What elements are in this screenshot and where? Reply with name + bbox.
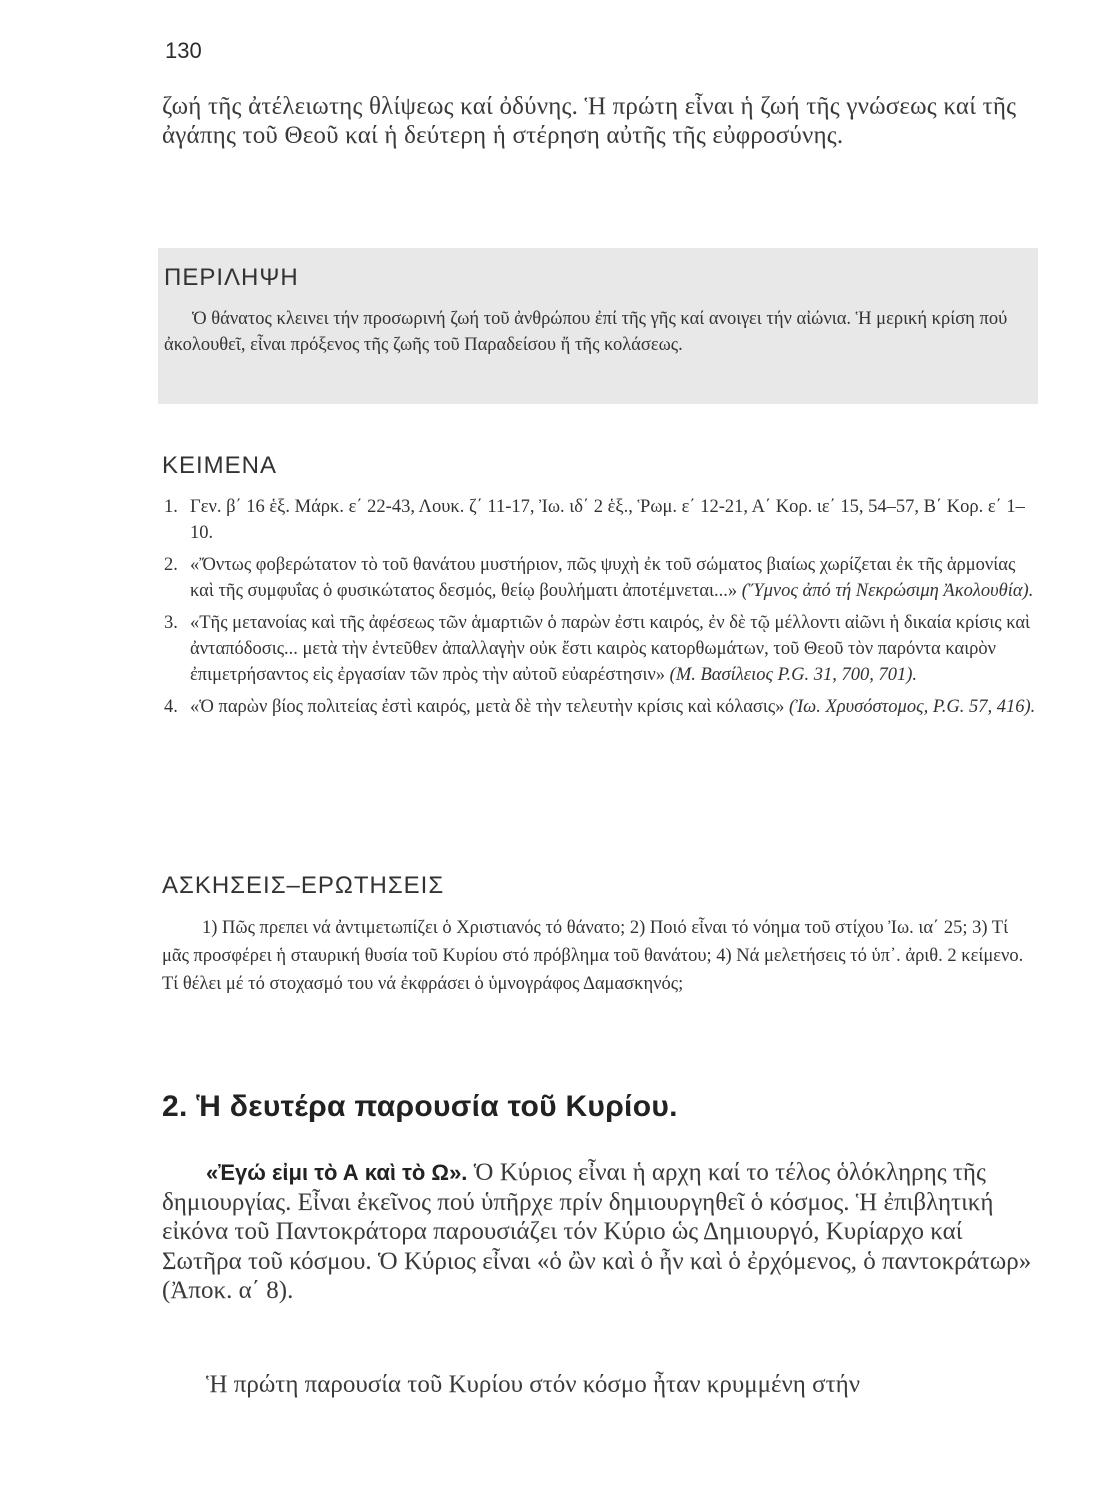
summary-box: [158, 248, 1038, 404]
item-source: (Ὕμνος ἀπό τή Νεκρώσιμη Ἀκολουθία).: [741, 581, 1034, 601]
item-source: (Μ. Βασίλειος P.G. 31, 700, 701).: [669, 665, 918, 685]
summary-title: ΠΕΡΙΛΗΨΗ: [164, 264, 299, 291]
item-number: 1.: [164, 497, 178, 517]
item-text: «Ὄντως φοβερώτατον τὸ τοῦ θανάτου μυστήριον, πῶς ψυχὴ ἐκ τοῦ σώματος βιαίως χωρίζεται ἐκ τῆς ἁρμονίας καὶ τῆς συμφυΐας ὁ φυσικώτατος δεσμός, θείῳ βουλήματι ἀποτέμνεται...»: [190, 555, 1016, 601]
chapter-lead: «Ἐγώ εἰμι τὸ Α καὶ τὸ Ω».: [206, 1160, 468, 1185]
item-number: 4.: [164, 697, 178, 717]
item-text: Γεν. β΄ 16 ἑξ. Μάρκ. ε΄ 22-43, Λουκ. ζ΄ 11-17, Ἰω. ιδ΄ 2 ἑξ., Ῥωμ. ε΄ 12-21, Α΄ Κορ. ιε΄ 15, 54–57, Β΄ Κορ. ε΄ 1–10.: [190, 497, 1025, 543]
chapter-title: 2. Ἡ δευτέρα παρουσία τοῦ Κυρίου.: [162, 1090, 678, 1123]
item-number: 3.: [164, 613, 178, 633]
exercises-text: 1) Πῶς πρεπει νά ἀντιμετωπίζει ὁ Χριστιανός τό θάνατο; 2) Ποιό εἶναι τό νόημα τοῦ στίχου Ἰω. ια΄ 25; 3) Τί μᾶς προσφέρει ἡ σταυρική θυσία τοῦ Κυρίου στό πρόβλημα τοῦ θανάτου; 4) Νά μελετήσεις τό ὑπ᾽. ἀριθ. 2 κείμενο. Τί θέλει μέ τό στοχασμό του νά ἐκφράσει ὁ ὑμνογράφος Δαμασκηνός;: [162, 918, 1024, 994]
texts-list: [162, 494, 1042, 726]
item-source: (Ἰω. Χρυσόστομος, P.G. 57, 416).: [789, 697, 1036, 717]
list-item: [162, 694, 1042, 720]
list-item: [162, 610, 1042, 688]
intro-paragraph: ζωή τῆς ἀτέλειωτης θλίψεως καί ὀδύνης. Ἡ πρώτη εἶναι ἡ ζωή τῆς γνώσεως καί τῆς ἀγάπης τοῦ Θεοῦ καί ἡ δεύτερη ἡ στέρηση αὐτῆς τῆς εὐφροσύνης.: [162, 93, 1017, 149]
exercises-heading: ΑΣΚΗΣΕΙΣ–ΕΡΩΤΗΣΕΙΣ: [162, 872, 445, 899]
summary-text: Ὁ θάνατος κλεινει τήν προσωρινή ζωή τοῦ ἀνθρώπου ἐπί τῆς γῆς καί ανοιγει τήν αἰώνια. Ἡ μερική κρίση πού ἀκολουθεῖ, εἶναι πρόξενος τῆς ζωῆς τοῦ Παραδείσου ἤ τῆς κολάσεως.: [164, 309, 1008, 355]
texts-heading: ΚΕΙΜΕΝΑ: [162, 452, 278, 479]
list-item: [162, 494, 1042, 546]
list-item: [162, 552, 1042, 604]
chapter-paragraph-2: Ἡ πρώτη παρουσία τοῦ Κυρίου στόν κόσμο ἦταν κρυμμένη στήν: [206, 1371, 861, 1398]
item-text: «Ὁ παρὼν βίος πολιτείας ἐστὶ καιρός, μετὰ δὲ τὴν τελευτὴν κρίσις καὶ κόλασις»: [190, 697, 785, 717]
item-number: 2.: [164, 555, 178, 575]
chapter-paragraph-1: [162, 1158, 1037, 1306]
page-number: 130: [165, 38, 202, 63]
chapter-paragraph-1-text: Ὁ Κύριος εἶναι ἡ αρχη καί το τέλος ὁλόκληρης τῆς δημιουργίας. Εἶναι ἐκεῖνος πού ὑπῆρχε πρίν δημιουργηθεῖ ὁ κόσμος. Ἡ ἐπιβλητική εἰκόνα τοῦ Παντοκράτορα παρουσιάζει τόν Κύριο ὡς Δημιουργό, Κυρίαρχο καί Σωτῆρα τοῦ κόσμου. Ὁ Κύριος εἶναι «ὁ ὢν καὶ ὁ ἦν καὶ ὁ ἐρχόμενος, ὁ παντοκράτωρ» (Ἀποκ. α΄ 8).: [162, 1159, 1032, 1304]
item-text: «Τῆς μετανοίας καὶ τῆς ἀφέσεως τῶν ἁμαρτιῶν ὁ παρὼν ἐστι καιρός, ἐν δὲ τῷ μέλλοντι αἰῶνι ἡ δικαία κρίσις καὶ ἀνταπόδοσις... μετὰ τὴν ἐντεῦθεν ἀπαλλαγὴν οὐκ ἔστι καιρὸς κατορθωμάτων, τοῦ Θεοῦ τὸν παρόντα καιρὸν ἐπιμετρήσαντος εἰς ἐργασίαν τῶν πρὸς τὴν αὐτοῦ εὐαρέστησιν»: [190, 613, 1031, 685]
